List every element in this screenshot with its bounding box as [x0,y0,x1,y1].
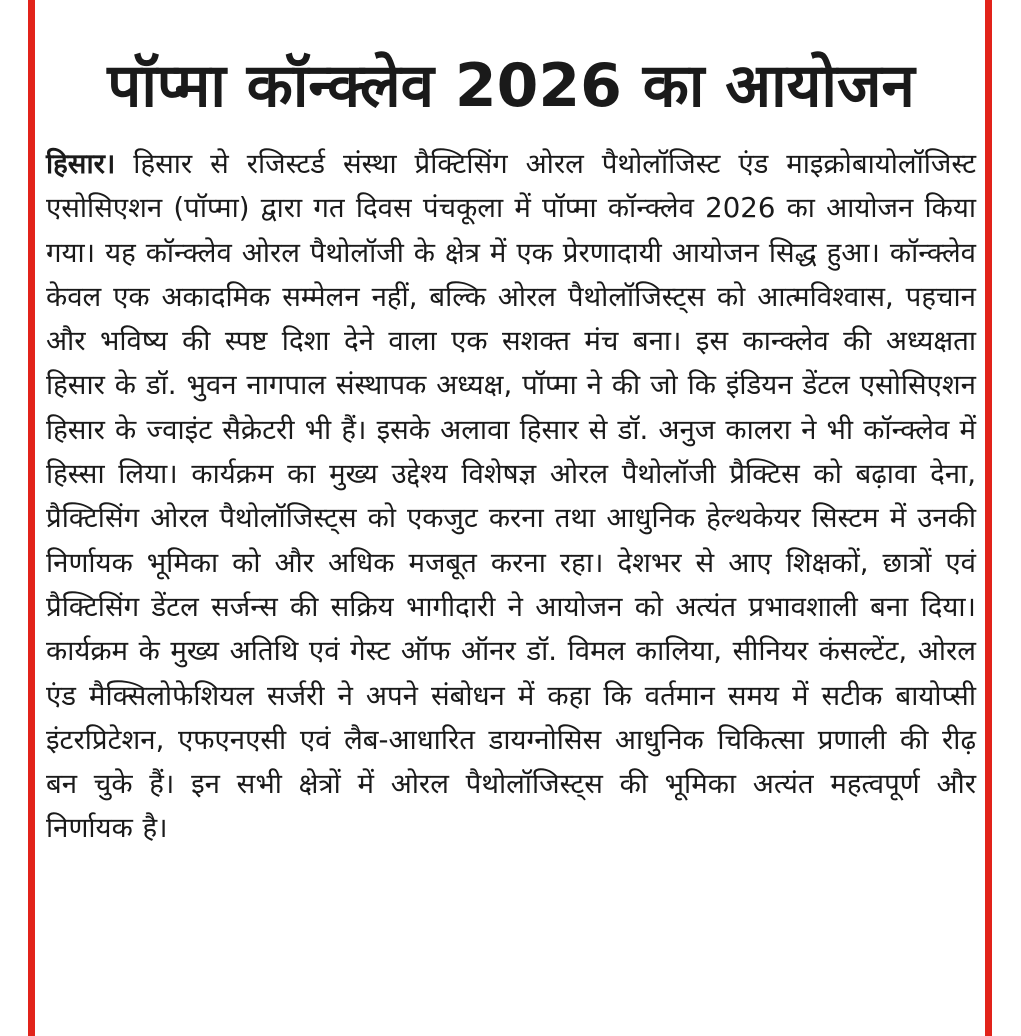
left-border-line [28,0,35,1036]
article-body [46,142,976,851]
article-dateline: हिसार। [46,147,116,180]
news-article [46,0,976,1036]
article-body-text: हिसार से रजिस्टर्ड संस्था प्रैक्टिसिंग ओरल पैथोलॉजिस्ट एंड माइक्रोबायोलॉजिस्ट एसोसिएशन (पॉप्मा) द्वारा गत दिवस पंचकूला में पॉप्मा कॉन्क्लेव 2026 का आयोजन किया गया। यह कॉन्क्लेव ओरल पैथोलॉजी के क्षेत्र में एक प्रेरणादायी आयोजन सिद्ध हुआ। कॉन्क्लेव केवल एक अकादमिक सम्मेलन नहीं, बल्कि ओरल पैथोलॉजिस्ट्स को आत्मविश्वास, पहचान और भविष्य की स्पष्ट दिशा देने वाला एक सशक्त मंच बना। इस कान्क्लेव की अध्यक्षता हिसार के डॉ. भुवन नागपाल संस्थापक अध्यक्ष, पॉप्मा ने की जो कि इंडियन डेंटल एसोसिएशन हिसार के ज्वाइंट सैक्रेटरी भी हैं। इसके अलावा हिसार से डॉ. अनुज कालरा ने भी कॉन्क्लेव में हिस्सा लिया। कार्यक्रम का मुख्य उद्देश्य विशेषज्ञ ओरल पैथोलॉजी प्रैक्टिस को बढ़ावा देना, प्रैक्टिसिंग ओरल पैथोलॉजिस्ट्स को एकजुट करना तथा आधुनिक हेल्थकेयर सिस्टम में उनकी निर्णायक भूमिका को और अधिक मजबूत करना रहा। देशभर से आए शिक्षकों, छात्रों एवं प्रैक्टिसिंग डेंटल सर्जन्स की सक्रिय भागीदारी ने आयोजन को अत्यंत प्रभावशाली बना दिया।कार्यक्रम के मुख्य अतिथि एवं गेस्ट ऑफ ऑनर डॉ. विमल कालिया, सीनियर कंसल्टेंट, ओरल एंड मैक्सिलोफेशियल सर्जरी ने अपने संबोधन में कहा कि वर्तमान समय में सटीक बायोप्सी इंटरप्रिटेशन, एफएनएसी एवं लैब-आधारित डायग्नोसिस आधुनिक चिकित्सा प्रणाली की रीढ़ बन चुके हैं। इन सभी क्षेत्रों में ओरल पैथोलॉजिस्ट्स की भूमिका अत्यंत महत्वपूर्ण और निर्णायक है। [46,147,976,845]
right-border-line [985,0,992,1036]
article-headline: पॉप्मा कॉन्क्लेव 2026 का आयोजन [107,51,915,121]
